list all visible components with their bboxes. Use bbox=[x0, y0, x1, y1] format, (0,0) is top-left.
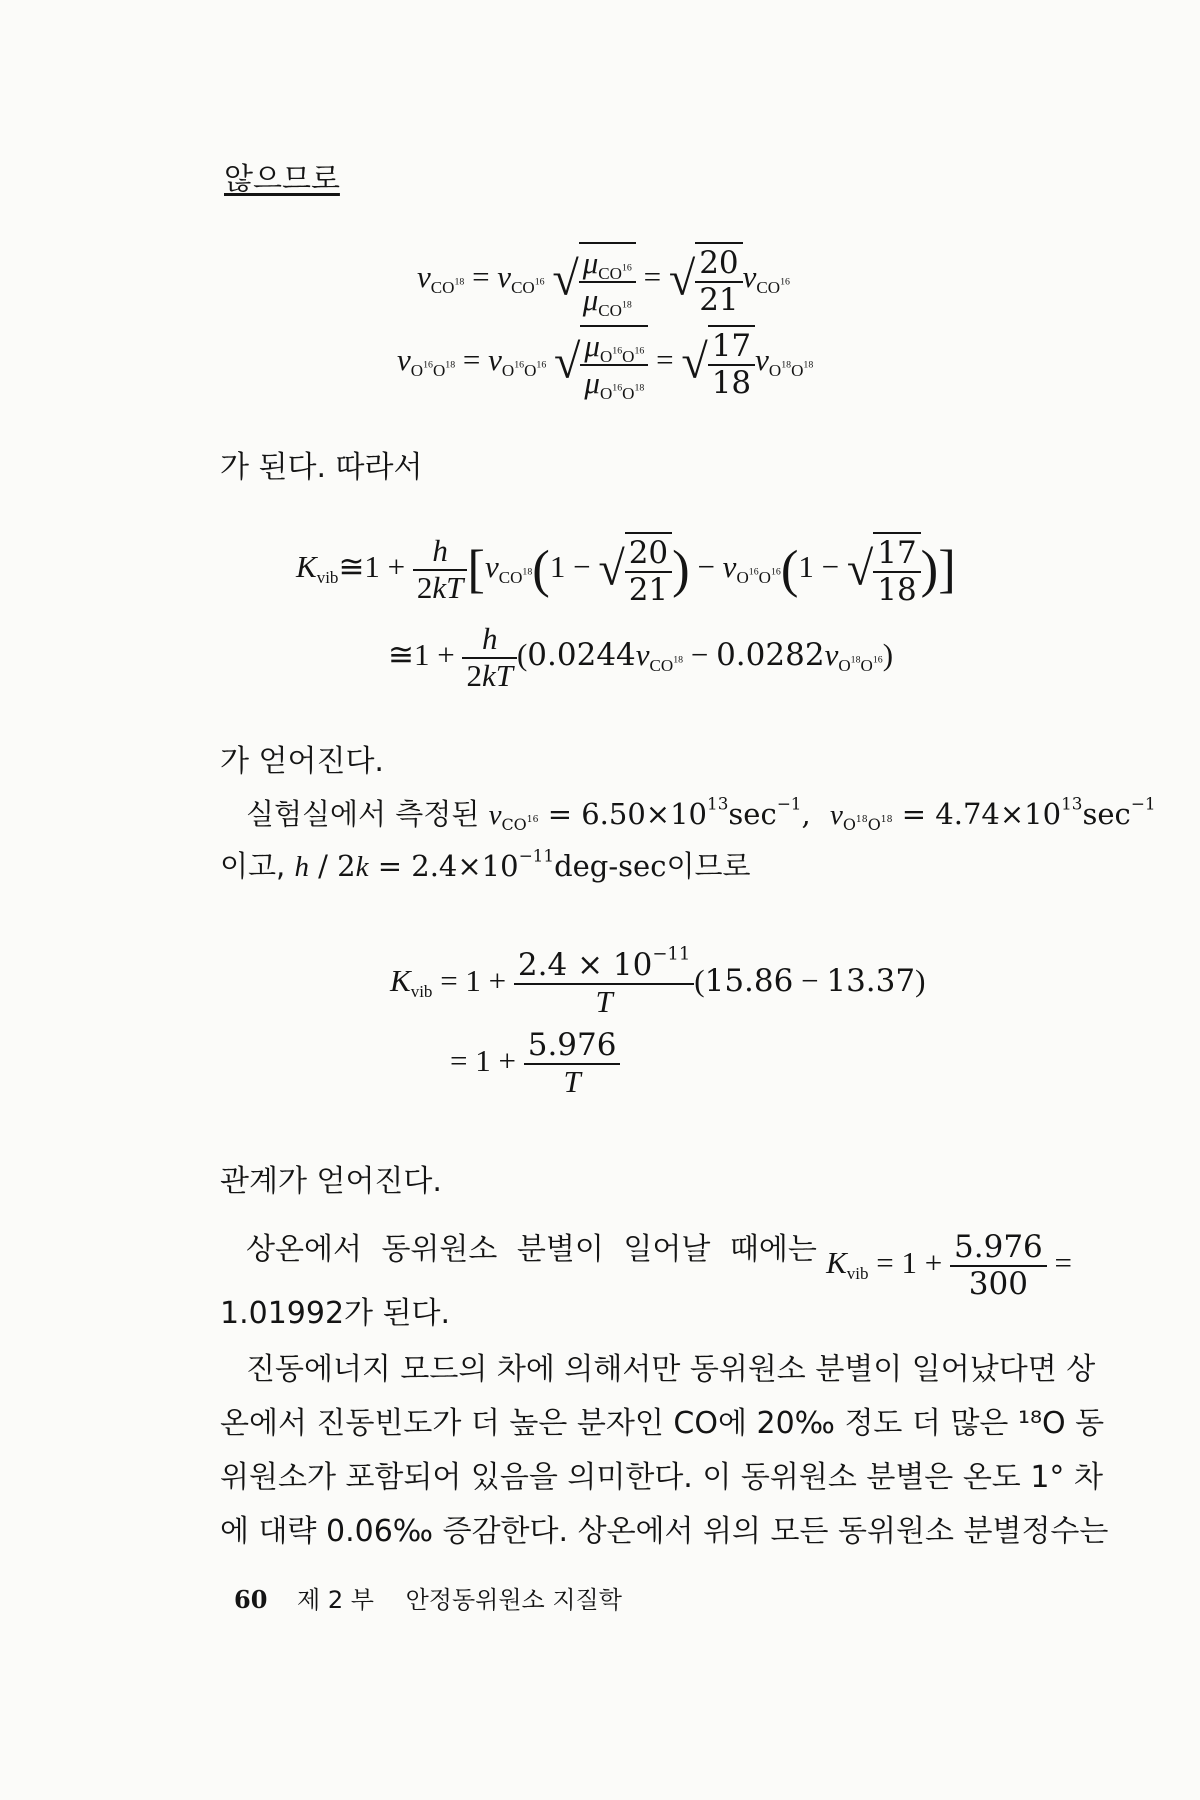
paragraph-fragment: 관계가 얻어진다. bbox=[220, 1164, 442, 1199]
paragraph-fragment: 않으므로 bbox=[224, 162, 340, 197]
equation-nu-co18: $\nu_{CO^{18}} = \nu_{CO^{16}}$ √ $\frac{\mu_{CO^{16}}}{\mu_{CO^{18}}}$ = √ $\frac{20}{21}$ $\nu_{CO^{16}}$ bbox=[417, 242, 790, 317]
equation-kvib-numeric: ≅1 + $\frac{h}{2kT}$ $(0.0244\nu_{CO^{18}} - 0.0282\nu_{O^{18}O^{16}})$ bbox=[388, 621, 894, 693]
paragraph-line: 온에서 진동빈도가 더 높은 분자인 CO에 20‰ 정도 더 많은 ¹⁸O 동 bbox=[220, 1406, 1105, 1441]
page-footer bbox=[234, 1580, 622, 1615]
equation-kvib-general: $K_{vib}≅1$ + $\frac{h}{2kT}$ [$\nu_{CO^{18}}(1$ − √ $\frac{20}{21}$ ) − $\nu_{O^{16}O^{16}}(1$ − √ $\frac{17}{18}$ )] bbox=[296, 533, 956, 608]
room-temperature-line: 상온에서 동위원소 분별이 일어날 때에는 $K_{vib} = 1$ + $\frac{5.976}{300}$ = bbox=[246, 1229, 1072, 1302]
page-number: 60 bbox=[234, 1585, 268, 1614]
paragraph-fragment: 가 얻어진다. bbox=[220, 744, 384, 779]
measurement-line: 실험실에서 측정된 $\nu_{CO^{16}} = 6.50\times 10^{13}\sec^{-1}$, $\nu_{O^{18}O^{18}} = 4.74\times 10^{13}\sec^{-1}$ bbox=[246, 793, 1156, 834]
paragraph-line: 위원소가 포함되어 있음을 의미한다. 이 동위원소 분별은 온도 1° 차 bbox=[220, 1460, 1103, 1495]
equation-kvib-substituted: $K_{vib} = 1$ + $\frac{2.4 \times 10^{-11}}{T}$ (15.86 − 13.37) bbox=[390, 943, 926, 1019]
chapter-title: 안정동위원소 지질학 bbox=[405, 1586, 622, 1614]
equation-nu-o16o18: $\nu_{O^{16}O^{18}} = \nu_{O^{16}O^{16}}$ √ $\frac{\mu_{O^{16}O^{16}}}{\mu_{O^{16}O^{18}}}$ = √ $\frac{17}{18}$ $\nu_{O^{18}O^{18}}$ bbox=[397, 325, 813, 400]
part-label: 제 2 부 bbox=[297, 1586, 374, 1614]
equation-kvib-result: = 1 + $\frac{5.976}{T}$ bbox=[450, 1028, 620, 1099]
paragraph-line: 에 대략 0.06‰ 증감한다. 상온에서 위의 모든 동위원소 분별정수는 bbox=[220, 1514, 1109, 1549]
constant-line: 이고, $h / 2k = 2.4\times 10^{-11}deg-\sec$이므로 bbox=[220, 845, 751, 883]
paragraph-fragment: 1.01992가 된다. bbox=[220, 1296, 451, 1331]
paragraph-fragment: 가 된다. 따라서 bbox=[220, 450, 423, 485]
paragraph-line: 진동에너지 모드의 차에 의해서만 동위원소 분별이 일어났다면 상 bbox=[246, 1352, 1096, 1387]
